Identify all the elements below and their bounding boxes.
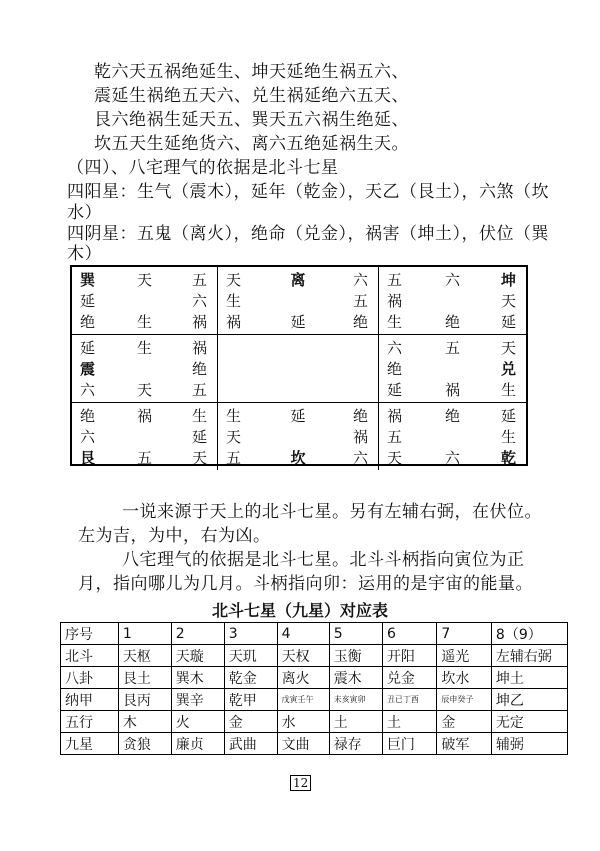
grid-glyph	[273, 358, 324, 379]
table-cell: 破军	[437, 733, 491, 755]
table-cell: 九星	[61, 733, 119, 755]
grid-cell	[72, 335, 218, 403]
table-cell: 廉贞	[171, 733, 224, 755]
table-cell: 4	[277, 623, 329, 645]
table-cell: 开阳	[382, 645, 436, 667]
table-cell: 戊寅壬午	[277, 689, 329, 711]
grid-cell	[379, 267, 526, 335]
grid-cell	[379, 403, 526, 470]
grid-glyph: 五	[352, 292, 368, 310]
grid-glyph: 震	[80, 360, 96, 378]
grid-glyph: 坎	[290, 449, 306, 467]
table-cell: 乾金	[224, 667, 277, 689]
grid-glyph	[429, 358, 475, 379]
table-cell: 震木	[329, 667, 382, 689]
paragraph-2-line-2: 月，指向哪儿为几月。斗柄指向卯：运用的是宇宙的能量。	[78, 574, 533, 594]
grid-glyph: 祸	[387, 407, 403, 425]
grid-glyph: 延	[191, 428, 207, 446]
grid-glyph: 坤	[500, 271, 516, 289]
grid-glyph: 延	[500, 313, 516, 331]
grid-glyph	[429, 426, 475, 447]
table-cell: 纳甲	[61, 689, 119, 711]
table-cell: 天枢	[118, 645, 171, 667]
grid-glyph: 五	[191, 271, 207, 289]
table-cell: 6	[382, 623, 436, 645]
table-cell: 木	[118, 711, 171, 733]
grid-glyph: 天	[136, 381, 152, 399]
grid-glyph: 祸	[387, 292, 403, 310]
grid-glyph: 生	[191, 407, 207, 425]
eight-house-grid	[70, 265, 528, 466]
grid-glyph	[122, 426, 168, 447]
grid-glyph: 五	[136, 449, 152, 467]
table-cell: 八卦	[61, 667, 119, 689]
grid-glyph: 绝	[80, 407, 96, 425]
grid-glyph: 天	[500, 292, 516, 310]
table-cell: 兑金	[382, 667, 436, 689]
grid-glyph: 生	[500, 381, 516, 399]
grid-glyph: 绝	[80, 313, 96, 331]
table-cell: 辰申癸子	[437, 689, 491, 711]
four-yang-line-2: 水）	[67, 203, 102, 223]
grid-glyph	[122, 358, 168, 379]
section-heading: （四）、八宅理气的依据是北斗七星	[67, 158, 339, 178]
table-row	[61, 711, 568, 733]
table-cell: 金	[437, 711, 491, 733]
grid-glyph: 绝	[387, 360, 403, 378]
table-cell: 天权	[277, 645, 329, 667]
grid-glyph: 天	[136, 271, 152, 289]
table-row	[61, 689, 568, 711]
four-yin-line-1: 四阴星：五鬼（离火），绝命（兑金），祸害（坤土），伏位（巽	[67, 224, 549, 244]
grid-glyph: 绝	[352, 313, 368, 331]
grid-glyph: 天	[387, 449, 403, 467]
grid-glyph	[323, 358, 374, 379]
intro-line-3: 艮六绝祸生延天五、巽天五六祸生绝延、	[94, 110, 409, 130]
table-cell: 乾甲	[224, 689, 277, 711]
table-cell: 5	[329, 623, 382, 645]
grid-glyph: 兑	[500, 360, 516, 378]
grid-cell	[379, 335, 526, 403]
intro-line-1: 乾六天五祸绝延生、坤天延绝生祸五六、	[94, 62, 409, 82]
grid-glyph: 乾	[500, 449, 516, 467]
grid-glyph: 六	[387, 339, 403, 357]
grid-glyph: 六	[80, 428, 96, 446]
paragraph-1-line-2: 左为吉，为中，右为凶。	[78, 526, 271, 546]
table-cell: 禄存	[329, 733, 382, 755]
grid-glyph: 艮	[80, 449, 96, 467]
grid-glyph: 延	[290, 407, 306, 425]
grid-glyph: 祸	[444, 381, 460, 399]
grid-glyph: 六	[444, 271, 460, 289]
paragraph-1-line-1: 一说来源于天上的北斗七星。另有左辅右弼，在伏位。	[122, 502, 542, 522]
grid-glyph: 天	[226, 428, 242, 446]
grid-glyph: 巽	[80, 271, 96, 289]
grid-cell	[218, 403, 379, 470]
table-cell: 左辅右弼	[491, 645, 567, 667]
grid-glyph: 五	[444, 339, 460, 357]
table-row	[61, 623, 568, 645]
table-cell: 坤乙	[491, 689, 567, 711]
table-cell: 巨门	[382, 733, 436, 755]
grid-cell	[218, 267, 379, 335]
grid-glyph: 祸	[226, 313, 242, 331]
grid-glyph: 祸	[136, 407, 152, 425]
table-cell: 8（9）	[491, 623, 567, 645]
grid-glyph	[222, 358, 273, 379]
grid-glyph: 六	[352, 271, 368, 289]
grid-glyph: 延	[500, 407, 516, 425]
page-number: 12	[290, 775, 311, 791]
grid-glyph: 天	[191, 449, 207, 467]
grid-cell	[72, 403, 218, 470]
grid-glyph: 离	[290, 271, 306, 289]
table-cell: 天玑	[224, 645, 277, 667]
grid-cell	[72, 267, 218, 335]
grid-glyph: 天	[500, 339, 516, 357]
grid-glyph	[222, 379, 273, 400]
grid-glyph: 延	[80, 339, 96, 357]
grid-glyph: 生	[136, 339, 152, 357]
grid-glyph	[122, 290, 168, 311]
grid-glyph: 延	[290, 313, 306, 331]
table-cell: 文曲	[277, 733, 329, 755]
grid-glyph	[222, 337, 273, 358]
grid-cell	[218, 335, 379, 403]
table-cell: 火	[171, 711, 224, 733]
table-cell: 北斗	[61, 645, 119, 667]
four-yang-line-1: 四阳星：生气（震木），延年（乾金），天乙（艮土），六煞（坎	[67, 182, 549, 202]
table-cell: 艮丙	[118, 689, 171, 711]
grid-glyph: 绝	[352, 407, 368, 425]
grid-glyph	[429, 290, 475, 311]
grid-glyph: 绝	[444, 313, 460, 331]
table-cell: 艮土	[118, 667, 171, 689]
intro-line-2: 震延生祸绝五天六、兑生祸延绝六五天、	[94, 86, 409, 106]
table-cell: 遥光	[437, 645, 491, 667]
grid-glyph: 祸	[352, 428, 368, 446]
table-cell: 武曲	[224, 733, 277, 755]
grid-glyph: 生	[387, 313, 403, 331]
grid-glyph: 六	[352, 449, 368, 467]
table-cell: 巽辛	[171, 689, 224, 711]
grid-glyph	[273, 290, 324, 311]
grid-glyph: 六	[80, 381, 96, 399]
table-cell: 五行	[61, 711, 119, 733]
grid-glyph	[323, 379, 374, 400]
table-cell: 序号	[61, 623, 119, 645]
table-cell: 土	[382, 711, 436, 733]
table-row	[61, 645, 568, 667]
table-cell: 贪狼	[118, 733, 171, 755]
table-cell: 水	[277, 711, 329, 733]
grid-glyph	[273, 426, 324, 447]
grid-glyph: 绝	[444, 407, 460, 425]
table-cell: 天璇	[171, 645, 224, 667]
intro-line-4: 坎五天生延绝货六、离六五绝延祸生天。	[94, 134, 409, 154]
nine-star-table	[60, 622, 568, 755]
table-cell: 无定	[491, 711, 567, 733]
grid-glyph: 五	[387, 428, 403, 446]
grid-glyph: 生	[500, 428, 516, 446]
grid-glyph: 祸	[191, 339, 207, 357]
table-cell: 土	[329, 711, 382, 733]
grid-glyph: 天	[226, 271, 242, 289]
table-cell: 7	[437, 623, 491, 645]
grid-glyph	[273, 379, 324, 400]
table-cell: 坤土	[491, 667, 567, 689]
grid-glyph: 生	[136, 313, 152, 331]
grid-glyph: 绝	[191, 360, 207, 378]
grid-glyph: 延	[80, 292, 96, 310]
grid-glyph: 生	[226, 292, 242, 310]
table-cell: 辅弼	[491, 733, 567, 755]
paragraph-2-line-1: 八宅理气的依据是北斗七星。北斗斗柄指向寅位为正	[122, 550, 525, 570]
grid-glyph: 五	[226, 449, 242, 467]
table-cell: 3	[224, 623, 277, 645]
four-yin-line-2: 木）	[67, 244, 102, 264]
table-cell: 玉衡	[329, 645, 382, 667]
table-cell: 未亥寅卯	[329, 689, 382, 711]
table-row	[61, 667, 568, 689]
table-row	[61, 733, 568, 755]
table-cell: 1	[118, 623, 171, 645]
table-cell: 巽木	[171, 667, 224, 689]
grid-glyph: 祸	[191, 313, 207, 331]
grid-glyph: 五	[191, 381, 207, 399]
grid-glyph: 生	[226, 407, 242, 425]
grid-glyph: 延	[387, 381, 403, 399]
grid-glyph: 五	[387, 271, 403, 289]
table-cell: 离火	[277, 667, 329, 689]
table-cell: 坎水	[437, 667, 491, 689]
grid-glyph	[323, 337, 374, 358]
grid-glyph	[273, 337, 324, 358]
grid-glyph: 六	[191, 292, 207, 310]
table-cell: 2	[171, 623, 224, 645]
grid-glyph: 六	[444, 449, 460, 467]
table-cell: 金	[224, 711, 277, 733]
table-title: 北斗七星（九星）对应表	[211, 601, 388, 620]
table-cell: 丑已丁酉	[382, 689, 436, 711]
